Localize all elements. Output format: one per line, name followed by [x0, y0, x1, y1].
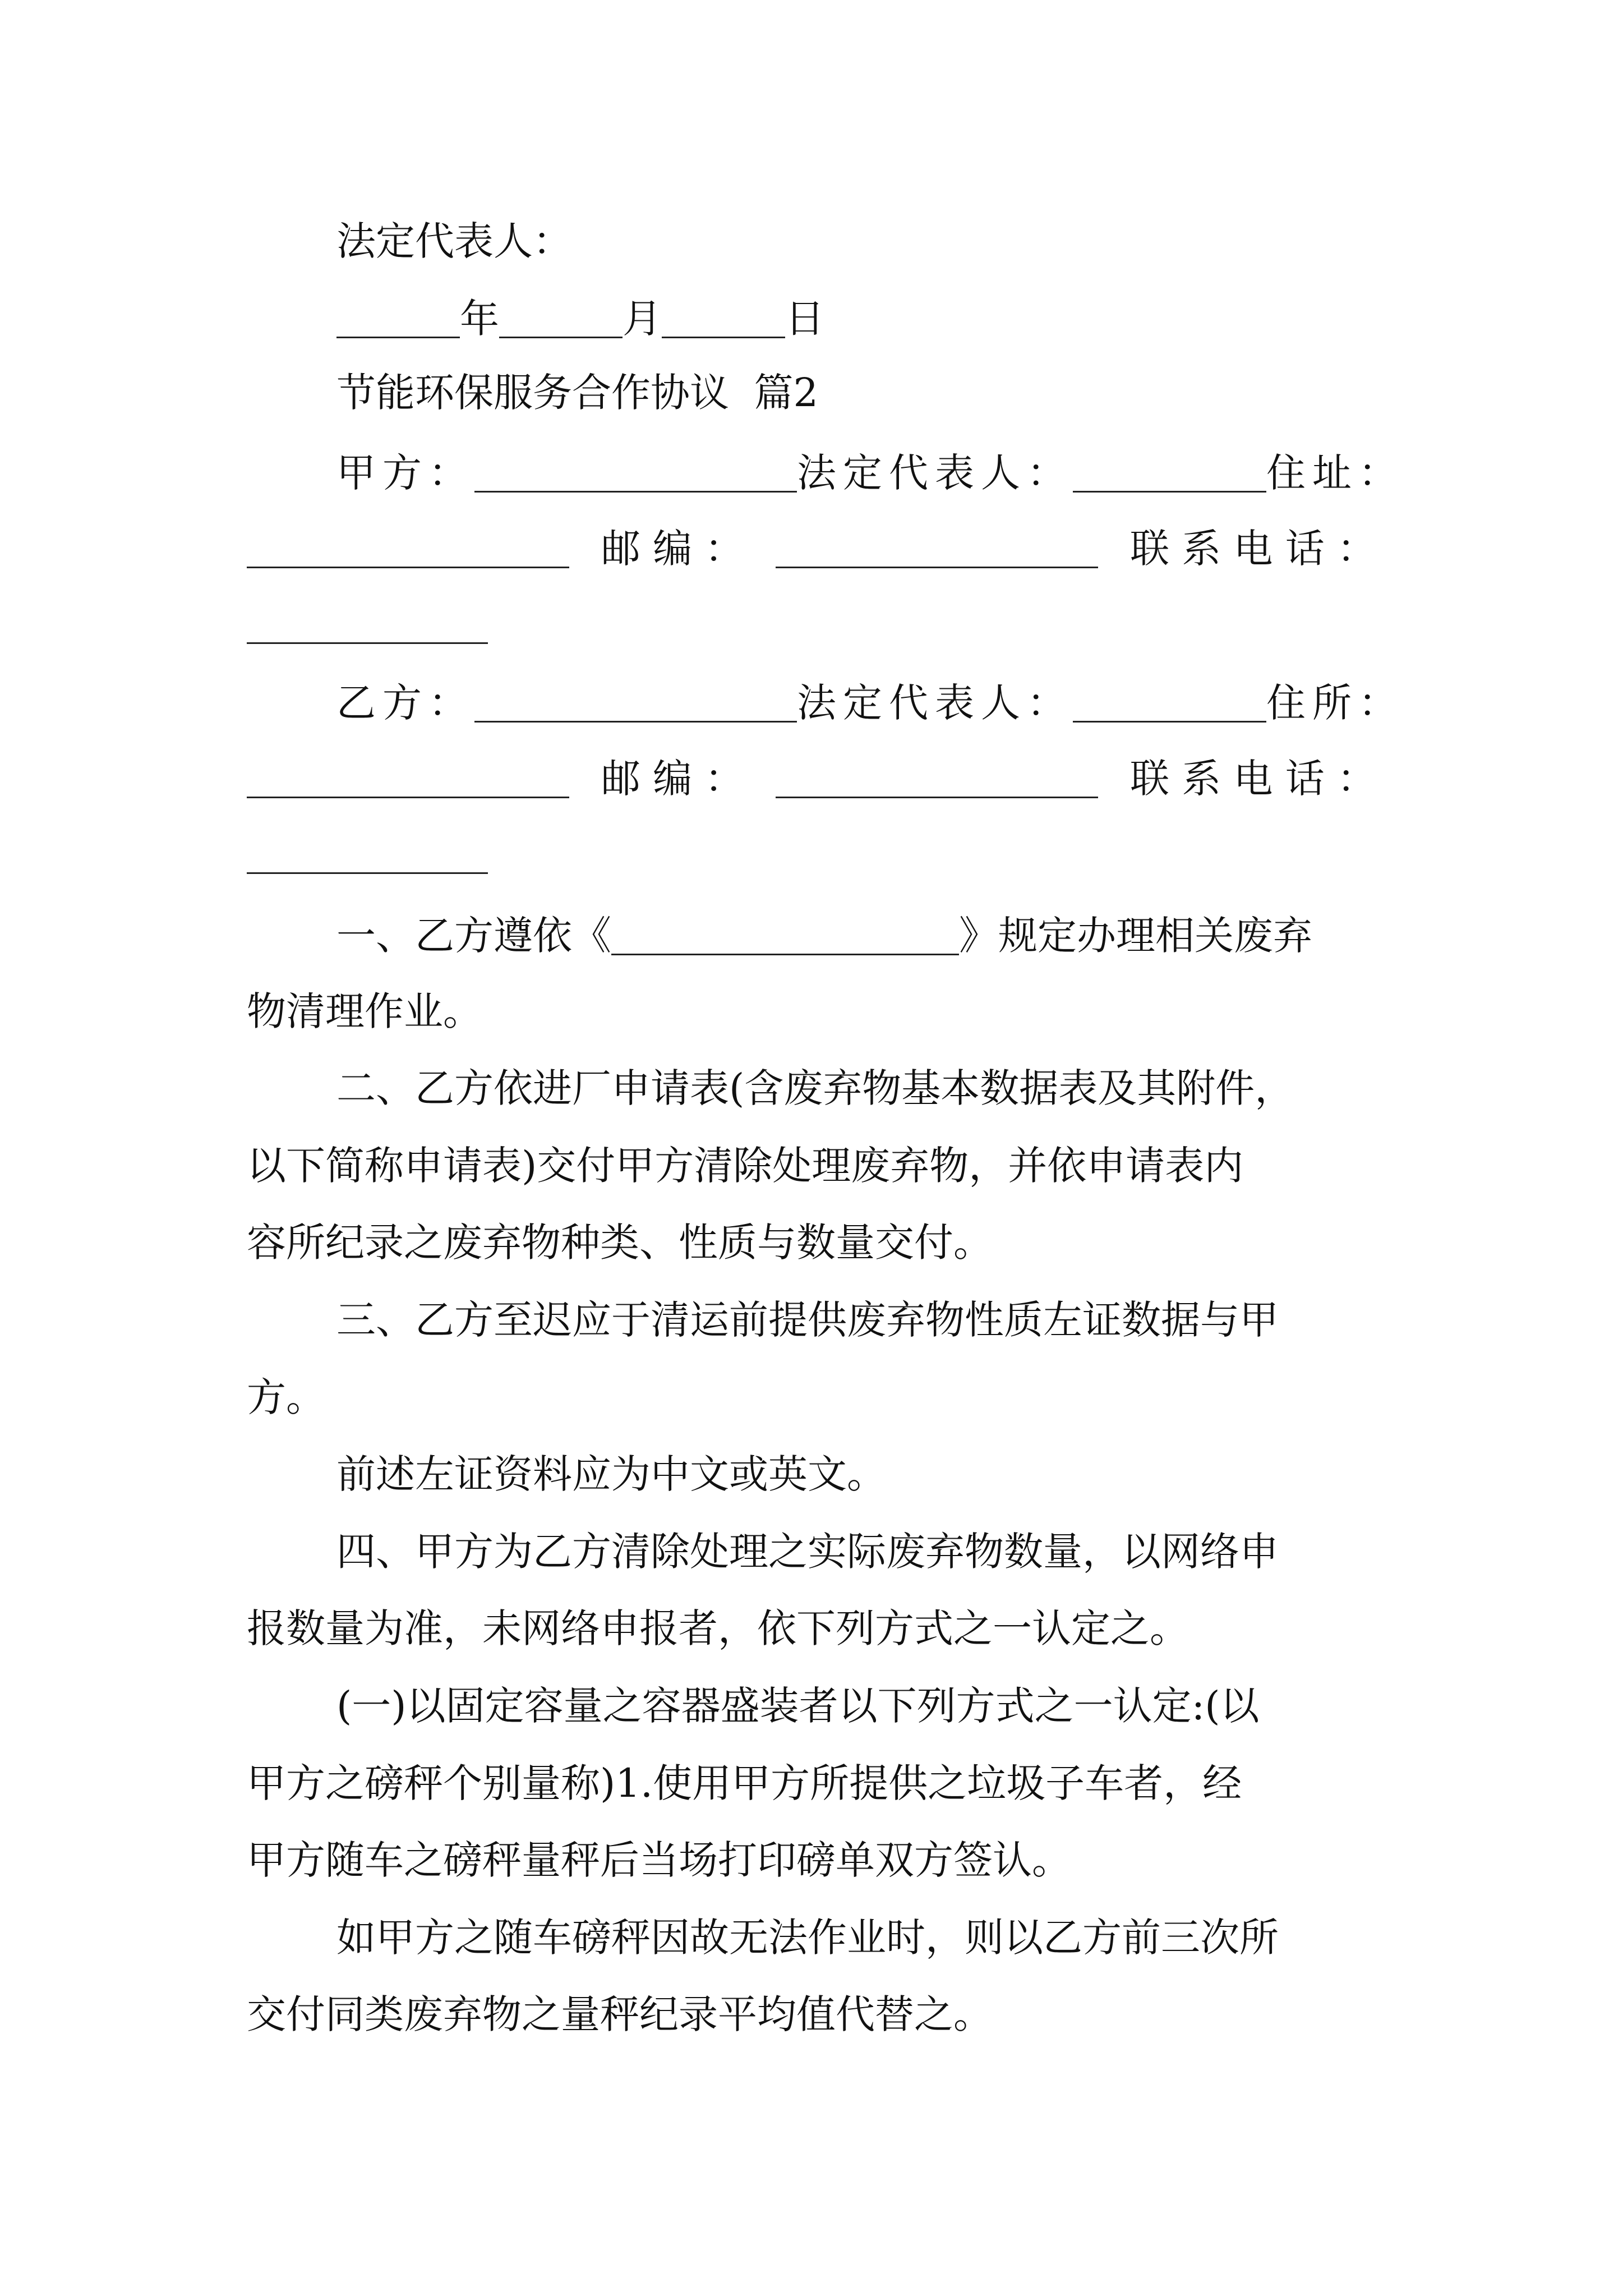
party-b-address-blank — [247, 757, 569, 798]
party-a-name-blank — [474, 452, 797, 493]
note-line: 前述左证资料应为中文或英文。 — [336, 1451, 886, 1497]
party-b-rep-label: 法定代表人： — [797, 680, 1073, 726]
clause-1-line-1 — [336, 913, 1376, 959]
party-b-phone-blank — [247, 833, 488, 874]
party-a-contact-line — [247, 526, 1376, 572]
day-label: 日 — [785, 296, 824, 342]
month-label: 月 — [623, 296, 662, 342]
party-a-address-label: 住址： — [1266, 450, 1404, 496]
month-blank — [499, 297, 623, 338]
clause-4-1-line-1: (一)以固定容量之容器盛装者以下列方式之一认定:(以 — [336, 1683, 1260, 1729]
party-b-rep-blank — [1073, 682, 1266, 723]
party-b-line — [336, 680, 1404, 726]
clause-4-line-1: 四、甲方为乙方清除处理之实际废弃物数量，以网络申 — [336, 1529, 1279, 1575]
day-blank — [662, 297, 785, 338]
clause-3-line-1: 三、乙方至迟应于清运前提供废弃物性质左证数据与甲 — [336, 1297, 1279, 1343]
party-a-address-blank — [247, 527, 569, 568]
party-b-name-blank — [474, 682, 797, 723]
party-b-contact-line — [247, 756, 1376, 802]
clause-2-line-2: 以下简称申请表)交付甲方清除处理废弃物，并依申请表内 — [247, 1143, 1244, 1189]
party-b-phone-line — [247, 833, 1376, 874]
party-a-postcode-blank — [776, 527, 1098, 568]
clause-4-1-line-3: 甲方随车之磅秤量秤后当场打印磅单双方签认。 — [247, 1837, 1071, 1883]
date-line — [336, 296, 1376, 342]
party-b-postcode-label: 邮 编 ： — [601, 756, 744, 802]
party-a-line — [336, 450, 1404, 496]
clause-4-2-line-2: 交付同类废弃物之量秤纪录平均值代替之。 — [247, 1991, 993, 2037]
party-a-label: 甲方： — [336, 450, 474, 496]
section-title: 节能环保服务合作协议 篇2 — [336, 370, 819, 416]
party-b-address-label: 住所： — [1266, 680, 1404, 726]
party-a-rep-blank — [1073, 452, 1266, 493]
clause-1-line-2: 物清理作业。 — [247, 988, 482, 1034]
year-blank — [336, 297, 460, 338]
clause-1-part-2: 》规定办理相关废弃 — [959, 913, 1312, 959]
party-a-postcode-label: 邮 编 ： — [601, 526, 744, 572]
party-a-phone-blank — [247, 603, 488, 644]
clause-1-regulation-blank — [611, 914, 959, 955]
party-b-phone-label: 联 系 电 话 ： — [1129, 756, 1376, 802]
clause-1-part-1: 一、乙方遵依《 — [336, 913, 611, 959]
representative-label: 法定代表人： — [336, 218, 572, 264]
clause-4-2-line-1: 如甲方之随车磅秤因故无法作业时，则以乙方前三次所 — [336, 1915, 1279, 1961]
year-label: 年 — [460, 296, 499, 342]
party-a-phone-line — [247, 603, 1376, 644]
party-a-rep-label: 法定代表人： — [797, 450, 1073, 496]
party-b-label: 乙方： — [336, 680, 474, 726]
party-b-postcode-blank — [776, 757, 1098, 798]
clause-2-line-3: 容所纪录之废弃物种类、性质与数量交付。 — [247, 1220, 993, 1266]
clause-4-line-2: 报数量为准，未网络申报者，依下列方式之一认定之。 — [247, 1605, 1189, 1651]
clause-3-line-2: 方。 — [247, 1374, 325, 1420]
party-a-phone-label: 联 系 电 话 ： — [1129, 526, 1376, 572]
clause-2-line-1: 二、乙方依进厂申请表(含废弃物基本数据表及其附件， — [336, 1065, 1294, 1111]
clause-4-1-line-2: 甲方之磅秤个别量称)1.使用甲方所提供之垃圾子车者，经 — [247, 1760, 1242, 1806]
